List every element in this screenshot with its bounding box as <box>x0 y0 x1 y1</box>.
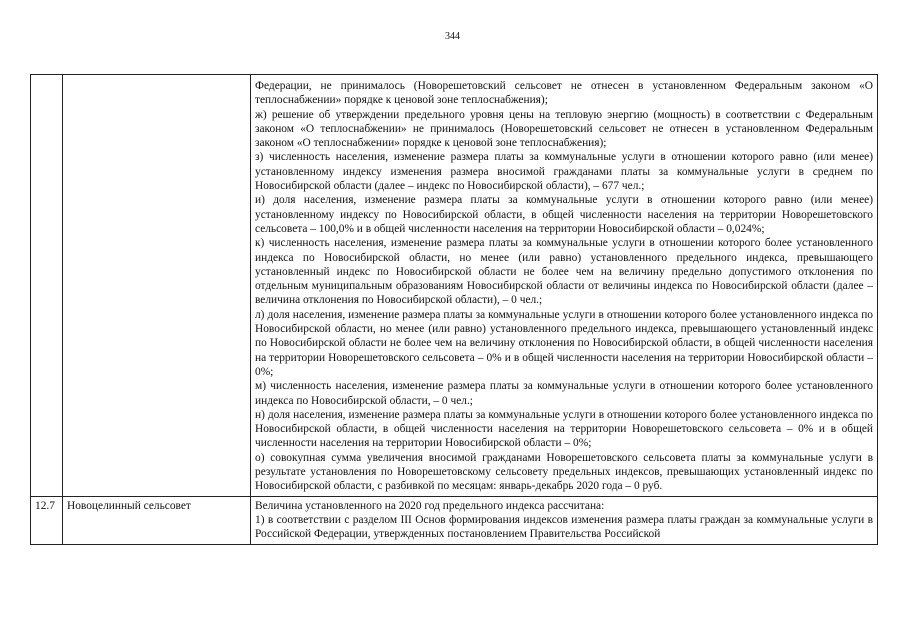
paragraph: Величина установленного на 2020 год предельного индекса рассчитана: <box>255 499 605 512</box>
paragraph: з) численность населения, изменение размера платы за коммунальные услуги в отношении которого равно (или менее) установленному индексу изменения размера вносимой гражданами платы за коммунальные услуги в среднем по Новосибирской области (далее – индекс по Новосибирской области), – 677 чел.; <box>255 151 873 193</box>
paragraph: л) доля населения, изменение размера платы за коммунальные услуги в отношении которого более установленного индекса по Новосибирской области, но менее (или равно) установленного предельного индекса, превышающего установленный индекс по Новосибирской области не более чем на величину отклонения по Новосибирской области, в общей численности населения на территории Новорешетовского сельсовета – 0% и в общей численности населения на территории Новосибирской области – 0%; <box>255 308 873 378</box>
table-row <box>31 496 878 544</box>
description-cell <box>251 75 878 497</box>
municipality-name-cell: Новоцелинный сельсовет <box>63 496 251 544</box>
municipality-name-cell <box>63 75 251 497</box>
row-number-cell <box>31 75 63 497</box>
description-cell <box>251 496 878 544</box>
paragraph: о) совокупная сумма увеличения вносимой гражданами Новорешетовского сельсовета платы за коммунальные услуги в результате установления по Новорешетовскому сельсовету предельных индексов, превышающих установленный индекс по Новосибирской области, с разбивкой по месяцам: январь-декабрь 2020 года – 0 руб. <box>255 451 873 493</box>
paragraph: ж) решение об утверждении предельного уровня цены на тепловую энергию (мощность) в соответствии с Федеральным законом «О теплоснабжении» не принималось (Новорешетовский сельсовет не отнесен в установленном Федеральным законом «О теплоснабжении» порядке к ценовой зоне теплоснабжения); <box>255 108 873 150</box>
page-number: 344 <box>445 31 460 42</box>
document-table <box>30 74 878 545</box>
paragraph: 1) в соответствии с разделом III Основ формирования индексов изменения размера платы граждан за коммунальные услуги в Российской Федерации, утвержденных постановлением Правительства Российской <box>255 513 873 541</box>
paragraph: Федерации, не принималось (Новорешетовский сельсовет не отнесен в установленном Федеральным законом «О теплоснабжении» порядке к ценовой зоне теплоснабжения); <box>255 80 873 107</box>
paragraph: н) доля населения, изменение размера платы за коммунальные услуги в отношении которого более установленного индекса по Новосибирской области, в общей численности населения на территории Новорешетовского сельсовета – 0% и в общей численности населения на территории Новосибирской области – 0%; <box>255 408 873 450</box>
table-row <box>31 75 878 497</box>
paragraph: и) доля населения, изменение размера платы за коммунальные услуги в отношении которого равно (или менее) установленному индексу по Новосибирской области, в общей численности населения на территории Новорешетовского сельсовета – 100,0% и в общей численности населения на территории Новосибирской области – 0,024%; <box>255 194 873 235</box>
paragraph: к) численность населения, изменение размера платы за коммунальные услуги в отношении которого более установленного индекса по Новосибирской области, но менее (или равно) установленного предельного индекса, превышающего установленный индекс по Новосибирской области не более чем на величину предельно допустимого отклонения по отдельным муниципальным образованиям Новосибирской области от величины индекса по Новосибирской области (далее – величина отклонения по Новосибирской области), – 0 чел.; <box>255 237 873 307</box>
paragraph: м) численность населения, изменение размера платы за коммунальные услуги в отношении которого более установленного индекса по Новосибирской области, – 0 чел.; <box>255 380 873 407</box>
row-number-cell: 12.7 <box>31 496 63 544</box>
